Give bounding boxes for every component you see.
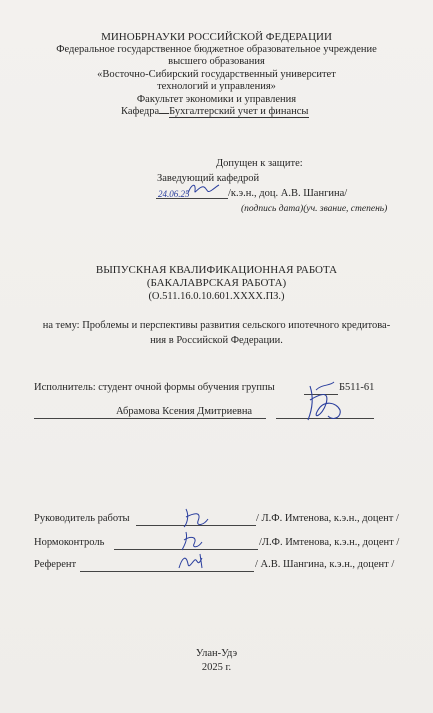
norm-control-signature-image xyxy=(178,530,206,552)
institution-level: высшего образования xyxy=(168,56,265,67)
topic-line-2: ния в Российской Федерации. xyxy=(150,335,283,346)
supervisor-signature-image xyxy=(180,507,212,529)
executor-name-line xyxy=(34,418,266,419)
referent-role: Референт xyxy=(34,559,77,570)
university-name: «Восточно-Сибирский государственный университет xyxy=(97,69,336,80)
year: 2025 г. xyxy=(201,662,232,673)
topic-line-1: на тему: Проблемы и перспективы развития сельского ипотечного кредитова- xyxy=(42,320,391,331)
signature-caption: (подпись дата)(уч. звание, степень) xyxy=(241,204,388,214)
work-subtitle: (БАКАЛАВРСКАЯ РАБОТА) xyxy=(146,277,287,289)
head-of-department-title: Заведующий кафедрой xyxy=(157,173,260,184)
admitted-to-defense: Допущен к защите: xyxy=(216,158,303,169)
executor-line: Исполнитель: студент очной формы обучения группы xyxy=(34,382,275,393)
ministry-name: МИНОБРНАУКИ РОССИЙСКОЙ ФЕДЕРАЦИИ xyxy=(101,31,332,43)
supervisor-role: Руководитель работы xyxy=(34,513,130,524)
executor-name: Абрамова Ксения Дмитриевна xyxy=(116,406,253,417)
university-name-cont: технологий и управления» xyxy=(157,81,276,92)
executor-signature-image xyxy=(300,380,346,428)
work-title: ВЫПУСКНАЯ КВАЛИФИКАЦИОННАЯ РАБОТА xyxy=(95,264,338,276)
norm-control-person: /Л.Ф. Имтенова, к.э.н., доцент / xyxy=(259,537,400,548)
supervisor-person: / Л.Ф. Имтенова, к.э.н., доцент / xyxy=(256,513,399,524)
referent-signature-image xyxy=(176,550,208,572)
referent-signature-line xyxy=(80,571,254,572)
department-label: Кафедра xyxy=(121,106,160,117)
head-signature-image xyxy=(186,181,220,197)
department-row xyxy=(121,106,309,118)
work-code: (О.511.16.0.10.601.ХХХХ.ПЗ.) xyxy=(148,291,285,302)
head-name: /к.э.н., доц. А.В. Шангина/ xyxy=(228,188,348,199)
referent-person: / А.В. Шангина, к.э.н., доцент / xyxy=(255,559,395,570)
institution-type: Федеральное государственное бюджетное образовательное учреждение xyxy=(56,44,377,55)
norm-control-role: Нормоконтроль xyxy=(34,537,105,548)
executor-group: Б511-61 xyxy=(339,382,375,393)
city: Улан-Удэ xyxy=(195,648,238,659)
department-value: Бухгалтерский учет и финансы xyxy=(169,106,309,117)
faculty-name: Факультет экономики и управления xyxy=(136,94,297,105)
head-signature-date: 24.06.25 xyxy=(158,189,190,199)
